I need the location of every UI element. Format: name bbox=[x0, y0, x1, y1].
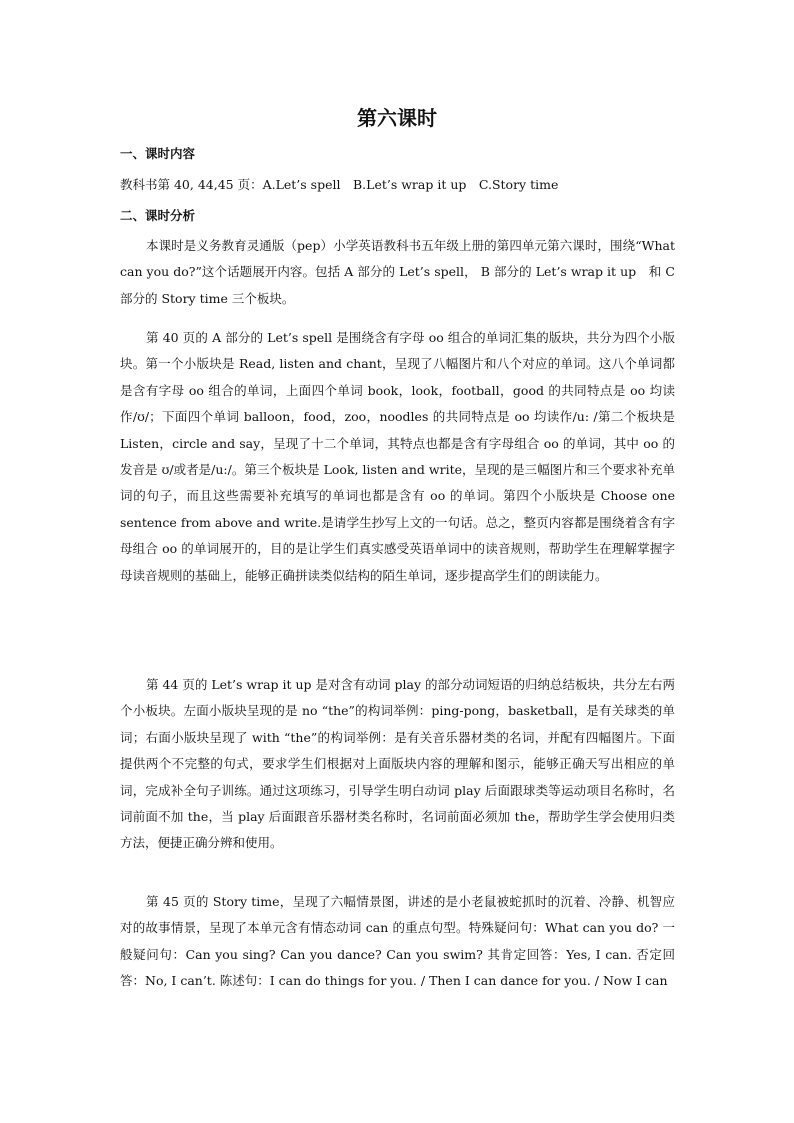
page-title: 第六课时 bbox=[357, 106, 437, 130]
analysis-paragraph-spell: 第 40 页的 A 部分的 Let’s spell 是围绕含有字母 oo 组合的单词汇集的版块，共分为四个小版块。第一个小版块是 Read, listen and chant，呈现了八幅图片和八个对应的单词。这八个单词都是含有字母 oo 组合的单词，上面四个单词 book，look，football，good 的共同特点是 oo 均读作/ʊ/；下面四个单词 balloon，food，zoo，noodles 的共同特点是 oo 均读作/u: /第二个板块是 Listen，circle and say，呈现了十二个单词，其特点也都是含有字母组合 oo 的单词，其中 oo 的发音是 ʊ/或者是/u:/。第三个板块是 Look, listen and write，呈现的是三幅图片和三个要求补充单词的句子，而且这些需要补充填写的单词也都是含有 oo 的单词。第四个小版块是 Choose one sentence from above and write.是请学生抄写上文的一句话。总之，整页内容都是围绕着含有字母组合 oo 的单词展开的，目的是让学生们真实感受英语单词中的读音规则，帮助学生在理解掌握字母读音规则的基础上，能够正确拼读类似结构的陌生单词，逐步提高学生们的朗读能力。 bbox=[120, 330, 675, 583]
analysis-paragraph-intro: 本课时是义务教育灵通版（pep）小学英语教科书五年级上册的第四单元第六课时，围绕“What can you do?”这个话题展开内容。包括 A 部分的 Let’s spell， B 部分的 Let’s wrap it up 和 C 部分的 Story time 三个板块。 bbox=[120, 238, 675, 306]
section-heading-content: 一、课时内容 bbox=[120, 146, 196, 161]
section-heading-analysis: 二、课时分析 bbox=[120, 208, 196, 223]
section-content-text: 教科书第 40, 44,45 页：A.Let’s spell B.Let’s wrap it up C.Story time bbox=[120, 177, 559, 192]
analysis-paragraph-story-time: 第 45 页的 Story time，呈现了六幅情景图，讲述的是小老鼠被蛇抓时的沉着、冷静、机智应对的故事情景，呈现了本单元含有情态动词 can 的重点句型。特殊疑问句：What can you do? 一般疑问句：Can you sing? Can you dance? Can you swim? 其肯定回答：Yes, I can. 否定回答：No, I can’t. 陈述句：I can do things for you. / Then I can dance for you. / Now I can bbox=[120, 894, 675, 989]
analysis-paragraph-wrap-up: 第 44 页的 Let’s wrap it up 是对含有动词 play 的部分动词短语的归纳总结板块，共分左右两个小板块。左面小版块呈现的是 no “the”的构词举例：ping-pong，basketball，是有关球类的单词；右面小版块呈现了 with “the”的构词举例：是有关音乐器材类的名词，并配有四幅图片。下面提供两个不完整的句式，要求学生们根据对上面版块内容的理解和图示，能够正确天写出相应的单词，完成补全句子训练。通过这项练习，引导学生明白动词 play 后面跟球类等运动项目名称时，名词前面不加 the，当 play 后面跟音乐器材类名称时，名词前面必须加 the，帮助学生学会使用归类方法，便捷正确分辨和使用。 bbox=[120, 677, 675, 851]
